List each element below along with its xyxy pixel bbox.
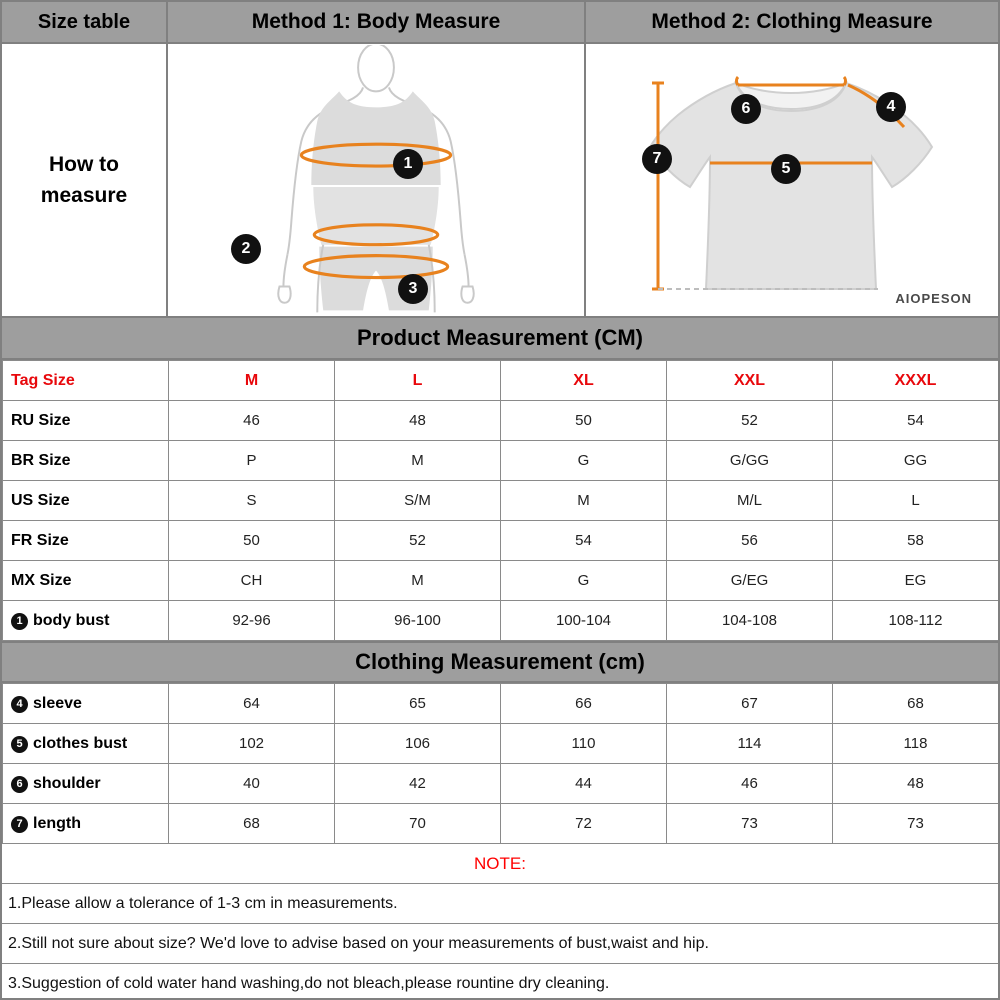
- cell: M: [335, 561, 501, 601]
- how-to-line-1: How to: [49, 152, 119, 176]
- cell: 44: [501, 764, 667, 804]
- cell: 73: [833, 804, 999, 844]
- table-row: [3, 724, 999, 764]
- badge-1-inline: 1: [11, 613, 28, 630]
- row-label-shoulder: [3, 764, 169, 804]
- cell: 106: [335, 724, 501, 764]
- cell: 48: [335, 401, 501, 441]
- clothing-measurement-band: Clothing Measurement (cm): [2, 641, 998, 683]
- method-1-header: Method 1: Body Measure: [168, 2, 584, 44]
- row-label: US Size: [3, 481, 169, 521]
- cell: EG: [833, 561, 999, 601]
- badge-6-inline: 6: [11, 776, 28, 793]
- row-label-body-bust: [3, 601, 169, 641]
- note-line-3: 3.Suggestion of cold water hand washing,do not bleach,please rountine dry cleaning.: [8, 975, 610, 992]
- column-header-xxl: XXL: [667, 361, 833, 401]
- table-row: [3, 601, 999, 641]
- cell: 96-100: [335, 601, 501, 641]
- cell: 46: [169, 401, 335, 441]
- how-to-line-2: measure: [40, 184, 128, 207]
- cell: S: [169, 481, 335, 521]
- cell: M/L: [667, 481, 833, 521]
- badge-7-inline: 7: [11, 816, 28, 833]
- cell: P: [169, 441, 335, 481]
- method-1-column: [168, 2, 586, 316]
- cell: 48: [833, 764, 999, 804]
- cell: 100-104: [501, 601, 667, 641]
- badge-1: 1: [393, 149, 423, 179]
- cell: 72: [501, 804, 667, 844]
- size-table-column: [2, 2, 168, 316]
- cell: CH: [169, 561, 335, 601]
- row-label: BR Size: [3, 441, 169, 481]
- row-label-text: clothes bust: [33, 734, 128, 752]
- cell: 56: [667, 521, 833, 561]
- table-row: [3, 561, 999, 601]
- note-line-1: 1.Please allow a tolerance of 1-3 cm in measurements.: [2, 884, 998, 924]
- table-row: [3, 764, 999, 804]
- cell: G: [501, 441, 667, 481]
- cell: M: [501, 481, 667, 521]
- cell: S/M: [335, 481, 501, 521]
- body-figure-icon: [168, 45, 584, 315]
- badge-3: 3: [398, 274, 428, 304]
- row-label-text: shoulder: [33, 774, 101, 792]
- cell: G: [501, 561, 667, 601]
- table-row: [3, 401, 999, 441]
- cell: 42: [335, 764, 501, 804]
- brand-watermark: AIOPESON: [895, 291, 972, 306]
- size-table-header: Size table: [2, 2, 166, 44]
- column-header-tag-size: Tag Size: [3, 361, 169, 401]
- clothing-measurement-table: [2, 683, 999, 844]
- row-label-text: length: [33, 814, 81, 832]
- cell: 110: [501, 724, 667, 764]
- cell: 46: [667, 764, 833, 804]
- badge-2: 2: [231, 234, 261, 264]
- cell: 58: [833, 521, 999, 561]
- cell: 92-96: [169, 601, 335, 641]
- cell: GG: [833, 441, 999, 481]
- top-section: [2, 2, 998, 318]
- badge-7: 7: [642, 144, 672, 174]
- badge-5: 5: [771, 154, 801, 184]
- cell: M: [335, 441, 501, 481]
- cell: 70: [335, 804, 501, 844]
- row-label-sleeve: [3, 684, 169, 724]
- column-header-l: L: [335, 361, 501, 401]
- badge-4: 4: [876, 92, 906, 122]
- cell: 65: [335, 684, 501, 724]
- product-measurement-band: Product Measurement (CM): [2, 318, 998, 360]
- column-header-xxxl: XXXL: [833, 361, 999, 401]
- method-2-column: [586, 2, 998, 316]
- column-header-xl: XL: [501, 361, 667, 401]
- table-row: [3, 481, 999, 521]
- table-row: [3, 521, 999, 561]
- row-label-text: body bust: [33, 611, 110, 629]
- cell: 64: [169, 684, 335, 724]
- cell: 68: [169, 804, 335, 844]
- cell: G/EG: [667, 561, 833, 601]
- cell: 102: [169, 724, 335, 764]
- badge-6: 6: [731, 94, 761, 124]
- cell: 50: [501, 401, 667, 441]
- table-header-row: [3, 361, 999, 401]
- note-title: NOTE:: [2, 844, 998, 884]
- cell: 52: [335, 521, 501, 561]
- row-label-clothes-bust: [3, 724, 169, 764]
- body-measure-illustration-cell: [168, 44, 584, 316]
- table-row: [3, 684, 999, 724]
- badge-4-inline: 4: [11, 696, 28, 713]
- cell: G/GG: [667, 441, 833, 481]
- badge-5-inline: 5: [11, 736, 28, 753]
- cell: 40: [169, 764, 335, 804]
- clothing-measure-illustration-cell: [586, 44, 998, 316]
- cell: 54: [501, 521, 667, 561]
- cell: 50: [169, 521, 335, 561]
- table-row: [3, 441, 999, 481]
- column-header-m: M: [169, 361, 335, 401]
- cell: 108-112: [833, 601, 999, 641]
- how-to-measure-cell: [2, 44, 166, 316]
- row-label: RU Size: [3, 401, 169, 441]
- row-label: MX Size: [3, 561, 169, 601]
- row-label-text: sleeve: [33, 694, 82, 712]
- row-label-length: [3, 804, 169, 844]
- cell: 118: [833, 724, 999, 764]
- table-row: [3, 804, 999, 844]
- cell: 73: [667, 804, 833, 844]
- cell: 67: [667, 684, 833, 724]
- cell: 104-108: [667, 601, 833, 641]
- cell: 54: [833, 401, 999, 441]
- product-measurement-table: [2, 360, 999, 641]
- cell: 68: [833, 684, 999, 724]
- cell: 52: [667, 401, 833, 441]
- cell: L: [833, 481, 999, 521]
- row-label: FR Size: [3, 521, 169, 561]
- note-line-2: 2.Still not sure about size? We'd love to advise based on your measurements of bust,waist and hip.: [2, 924, 998, 964]
- cell: 66: [501, 684, 667, 724]
- cell: 114: [667, 724, 833, 764]
- method-2-header: Method 2: Clothing Measure: [586, 2, 998, 44]
